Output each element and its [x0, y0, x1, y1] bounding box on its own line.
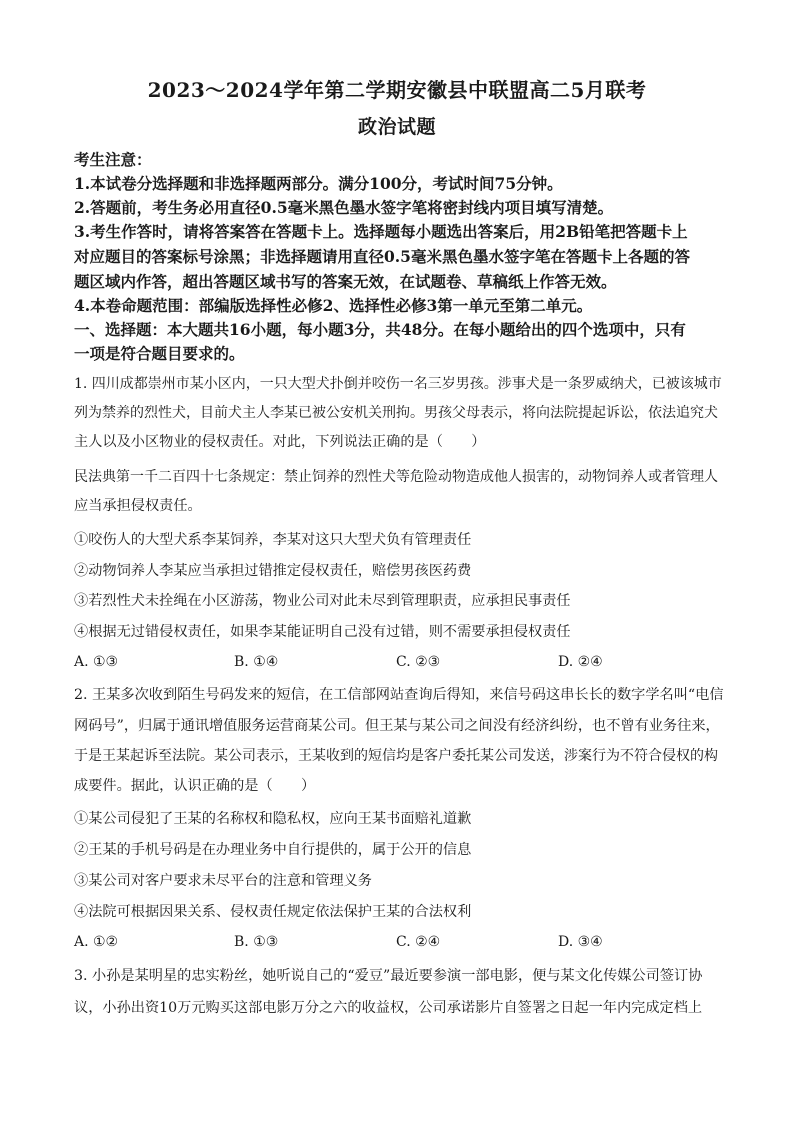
question-2-statement: ②王某的手机号码是在办理业务中自行提供的，属于公开的信息 [74, 842, 472, 858]
notice-heading: 考生注意： [74, 150, 152, 169]
question-2-text: 网码号”，归属于通讯增值服务运营商某公司。但王某与某公司之间没有经济纠纷，也不曾有业务往来， [74, 718, 720, 734]
question-1-text: 1. 四川成都崇州市某小区内，一只大型犬扑倒并咬伤一名三岁男孩。涉事犬是一条罗威纳犬，已被该城市 [74, 376, 722, 392]
question-1-option-b: B. ①④ [234, 654, 279, 670]
question-1-option-d: D. ②④ [558, 654, 603, 670]
question-2-option-c: C. ②④ [396, 934, 441, 950]
question-1-text: 应当承担侵权责任。 [74, 498, 202, 514]
question-1-text: 列为禁养的烈性犬，目前犬主人李某已被公安机关刑拘。男孩父母表示，将向法院提起诉讼，依法追究犬 [74, 405, 718, 421]
question-2-option-a: A. ①② [74, 934, 119, 950]
notice-item: 对应题目的答案标号涂黑；非选择题请用直径0.5毫米黑色墨水签字笔在答题卡上各题的答 [74, 247, 690, 266]
question-1-option-a: A. ①③ [74, 654, 119, 670]
question-1-statement: ②动物饲养人李某应当承担过错推定侵权责任，赔偿男孩医药费 [74, 563, 472, 579]
question-1-text: 主人以及小区物业的侵权责任。对此，下列说法正确的是（ ） [74, 434, 486, 450]
notice-item: 2.答题前，考生务必用直径0.5毫米黑色墨水签字笔将密封线内项目填写清楚。 [74, 198, 614, 217]
question-1-statement: ④根据无过错侵权责任，如果李某能证明自己没有过错，则不需要承担侵权责任 [74, 624, 571, 640]
section-heading: 一、选择题：本大题共16小题，每小题3分，共48分。在每小题给出的四个选项中，只有 [74, 320, 686, 339]
exam-title: 2023～2024学年第二学期安徽县中联盟高二5月联考 [147, 78, 647, 102]
question-3-text: 3. 小孙是某明星的忠实粉丝，她听说自己的“爱豆”最近要参演一部电影，便与某文化传媒公司签订协 [74, 968, 703, 984]
question-2-text: 成要件。据此，认识正确的是（ ） [74, 778, 316, 794]
notice-item: 4.本卷命题范围：部编版选择性必修2、选择性必修3第一单元至第二单元。 [74, 296, 593, 315]
exam-subject: 政治试题 [357, 116, 436, 138]
notice-item: 3.考生作答时，请将答案答在答题卡上。选择题每小题选出答案后，用2B铅笔把答题卡上 [74, 222, 688, 241]
question-2-option-b: B. ①③ [234, 934, 279, 950]
notice-item: 1.本试卷分选择题和非选择题两部分。满分100分，考试时间75分钟。 [74, 174, 563, 193]
question-3-text: 议，小孙出资10万元购买这部电影万分之六的收益权，公司承诺影片自签署之日起一年内完成定档上 [74, 1000, 703, 1016]
question-2-statement: ③某公司对客户要求未尽平台的注意和管理义务 [74, 873, 372, 889]
question-1-option-c: C. ②③ [396, 654, 441, 670]
question-2-option-d: D. ③④ [558, 934, 603, 950]
question-2-statement: ①某公司侵犯了王某的名称权和隐私权，应向王某书面赔礼道歉 [74, 811, 472, 827]
notice-item: 题区域内作答，超出答题区域书写的答案无效，在试题卷、草稿纸上作答无效。 [74, 272, 617, 291]
question-1-statement: ①咬伤人的大型犬系李某饲养，李某对这只大型犬负有管理责任 [74, 532, 472, 548]
question-1-text: 民法典第一千二百四十七条规定：禁止饲养的烈性犬等危险动物造成他人损害的，动物饲养人或者管理人 [74, 469, 718, 485]
question-2-text: 于是王某起诉至法院。某公司表示，王某收到的短信均是客户委托某公司发送，涉案行为不符合侵权的构 [74, 748, 718, 764]
question-2-text: 2. 王某多次收到陌生号码发来的短信，在工信部网站查询后得知，来信号码这串长长的数字学名叫“电信 [74, 687, 724, 703]
section-heading: 一项是符合题目要求的。 [74, 344, 245, 363]
question-2-statement: ④法院可根据因果关系、侵权责任规定依法保护王某的合法权利 [74, 904, 472, 920]
question-1-statement: ③若烈性犬未拴绳在小区游荡，物业公司对此未尽到管理职责，应承担民事责任 [74, 593, 571, 609]
